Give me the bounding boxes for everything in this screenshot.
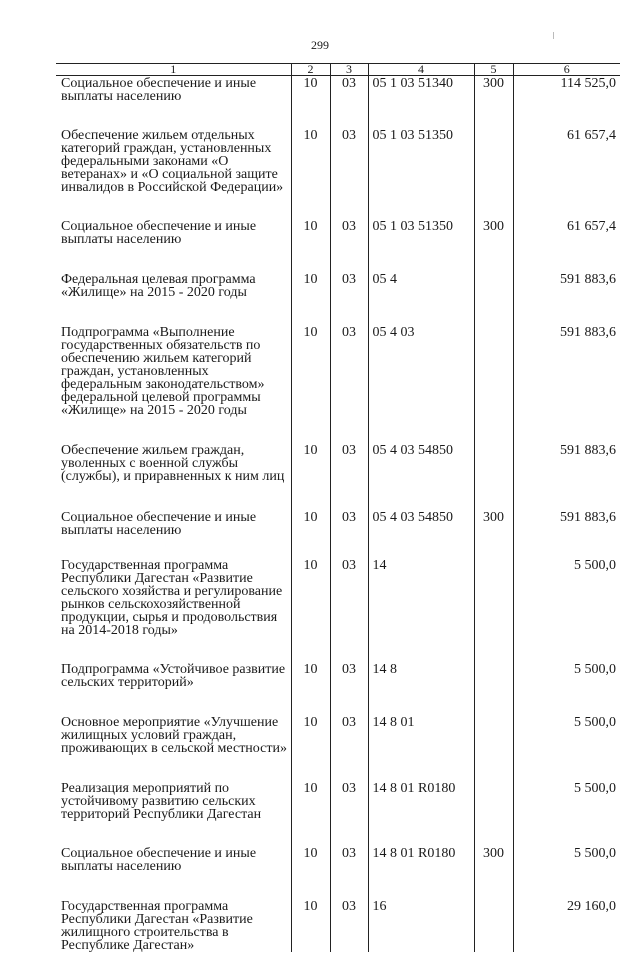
row-name: Основное мероприятие «Улучшение жилищных условий граждан, проживающих в сельской местности»	[61, 715, 287, 756]
spacer-cell	[291, 417, 330, 443]
table-row	[56, 76, 620, 104]
spacer-cell	[474, 637, 513, 662]
row-expense-type	[474, 899, 513, 952]
row-name: Государственная программа Республики Дагестан «Развитие сельского хозяйства и регулирование рынков сельскохозяйственной продукции, сырья и продовольствия на 2014-2018 годы»	[61, 558, 283, 638]
row-subsection: 03	[330, 325, 368, 417]
spacer-cell	[513, 417, 620, 443]
row-section: 10	[291, 510, 330, 537]
spacer-cell	[330, 103, 368, 128]
spacer-cell	[56, 483, 291, 510]
page-number: 299	[311, 38, 329, 52]
spacer-cell	[513, 755, 620, 781]
spacer-cell	[474, 246, 513, 272]
spacer-cell	[368, 483, 474, 510]
spacer-cell	[368, 873, 474, 899]
spacer-cell	[474, 689, 513, 715]
row-spacer	[56, 417, 620, 443]
row-subsection: 03	[330, 443, 368, 483]
spacer-cell	[474, 755, 513, 781]
row-amount: 591 883,6	[513, 443, 620, 483]
row-amount: 591 883,6	[513, 510, 620, 537]
spacer-cell	[330, 194, 368, 219]
row-name: Подпрограмма «Выполнение государственных обязательств по обеспечению жильем категорий граждан, установленных федеральным законодательством» федеральной целевой программы «Жилище» на 2015 - 2020 годы	[61, 325, 265, 418]
table-row	[56, 846, 620, 873]
row-section: 10	[291, 272, 330, 299]
spacer-cell	[368, 537, 474, 558]
table-row	[56, 272, 620, 299]
spacer-cell	[330, 246, 368, 272]
row-section: 10	[291, 325, 330, 417]
column-header: 4	[368, 64, 474, 76]
row-spacer	[56, 194, 620, 219]
row-amount: 61 657,4	[513, 219, 620, 246]
spacer-cell	[291, 637, 330, 662]
row-expense-type: 300	[474, 76, 513, 104]
spacer-cell	[291, 873, 330, 899]
row-target-article: 05 4 03 54850	[368, 510, 474, 537]
row-amount: 61 657,4	[513, 128, 620, 194]
row-name: Федеральная целевая программа «Жилище» на 2015 - 2020 годы	[61, 272, 256, 300]
row-spacer	[56, 637, 620, 662]
row-target-article: 05 4 03 54850	[368, 443, 474, 483]
table-row	[56, 899, 620, 952]
spacer-cell	[291, 299, 330, 325]
row-target-article: 14	[368, 558, 474, 637]
row-spacer	[56, 821, 620, 846]
spacer-cell	[291, 821, 330, 846]
row-spacer	[56, 873, 620, 899]
row-section: 10	[291, 558, 330, 637]
spacer-cell	[474, 299, 513, 325]
spacer-cell	[291, 483, 330, 510]
column-header: 1	[56, 64, 291, 76]
spacer-cell	[513, 689, 620, 715]
spacer-cell	[513, 821, 620, 846]
column-header: 6	[513, 64, 620, 76]
row-expense-type: 300	[474, 219, 513, 246]
row-spacer	[56, 755, 620, 781]
row-name: Обеспечение жильем отдельных категорий граждан, установленных федеральными законами «О ветеранах» и «О социальной защите инвалидов в Российской Федерации»	[61, 128, 284, 195]
row-amount: 114 525,0	[513, 76, 620, 104]
row-section: 10	[291, 443, 330, 483]
row-name: Социальное обеспечение и иные выплаты населению	[61, 846, 257, 874]
spacer-cell	[56, 637, 291, 662]
row-expense-type	[474, 558, 513, 637]
row-subsection: 03	[330, 272, 368, 299]
row-expense-type	[474, 128, 513, 194]
spacer-cell	[513, 194, 620, 219]
spacer-cell	[368, 637, 474, 662]
column-header: 5	[474, 64, 513, 76]
row-subsection: 03	[330, 76, 368, 104]
spacer-cell	[368, 194, 474, 219]
row-expense-type: 300	[474, 846, 513, 873]
row-section: 10	[291, 128, 330, 194]
spacer-cell	[474, 537, 513, 558]
spacer-cell	[291, 103, 330, 128]
spacer-cell	[368, 246, 474, 272]
spacer-cell	[474, 194, 513, 219]
row-spacer	[56, 103, 620, 128]
spacer-cell	[330, 821, 368, 846]
spacer-cell	[368, 299, 474, 325]
row-subsection: 03	[330, 558, 368, 637]
spacer-cell	[291, 755, 330, 781]
table-row	[56, 325, 620, 417]
row-target-article: 14 8 01 R0180	[368, 781, 474, 821]
spacer-cell	[56, 537, 291, 558]
row-spacer	[56, 537, 620, 558]
table-row	[56, 128, 620, 194]
table-body	[56, 76, 620, 953]
spacer-cell	[368, 821, 474, 846]
spacer-cell	[330, 689, 368, 715]
row-name: Подпрограмма «Устойчивое развитие сельских территорий»	[61, 662, 286, 690]
row-subsection: 03	[330, 846, 368, 873]
row-target-article: 05 1 03 51350	[368, 128, 474, 194]
spacer-cell	[330, 873, 368, 899]
spacer-cell	[56, 873, 291, 899]
spacer-cell	[474, 103, 513, 128]
spacer-cell	[513, 246, 620, 272]
spacer-cell	[291, 689, 330, 715]
row-expense-type	[474, 325, 513, 417]
spacer-cell	[474, 417, 513, 443]
budget-table	[56, 63, 620, 952]
row-target-article: 05 4	[368, 272, 474, 299]
spacer-cell	[368, 689, 474, 715]
spacer-cell	[513, 103, 620, 128]
row-section: 10	[291, 662, 330, 689]
table-row	[56, 558, 620, 637]
spacer-cell	[291, 194, 330, 219]
spacer-cell	[330, 299, 368, 325]
row-spacer	[56, 689, 620, 715]
row-name: Обеспечение жильем граждан, уволенных с военной службы (службы), и приравненных к ним лиц	[61, 443, 285, 484]
spacer-cell	[330, 637, 368, 662]
spacer-cell	[368, 417, 474, 443]
spacer-cell	[56, 689, 291, 715]
row-subsection: 03	[330, 715, 368, 755]
spacer-cell	[330, 755, 368, 781]
row-name: Реализация мероприятий по устойчивому развитию сельских территорий Республики Дагестан	[61, 781, 262, 822]
row-subsection: 03	[330, 662, 368, 689]
row-amount: 591 883,6	[513, 325, 620, 417]
row-amount: 5 500,0	[513, 662, 620, 689]
row-target-article: 05 1 03 51350	[368, 219, 474, 246]
spacer-cell	[330, 483, 368, 510]
spacer-cell	[368, 755, 474, 781]
row-amount: 5 500,0	[513, 715, 620, 755]
row-target-article: 14 8	[368, 662, 474, 689]
row-expense-type	[474, 443, 513, 483]
row-subsection: 03	[330, 128, 368, 194]
spacer-cell	[368, 103, 474, 128]
row-section: 10	[291, 219, 330, 246]
row-expense-type: 300	[474, 510, 513, 537]
row-target-article: 05 4 03	[368, 325, 474, 417]
table-row	[56, 715, 620, 755]
row-amount: 5 500,0	[513, 781, 620, 821]
spacer-cell	[330, 537, 368, 558]
row-amount: 29 160,0	[513, 899, 620, 952]
column-header: 2	[291, 64, 330, 76]
row-section: 10	[291, 715, 330, 755]
row-amount: 591 883,6	[513, 272, 620, 299]
row-subsection: 03	[330, 899, 368, 952]
table-row	[56, 219, 620, 246]
row-expense-type	[474, 272, 513, 299]
spacer-cell	[291, 246, 330, 272]
table-row	[56, 781, 620, 821]
spacer-cell	[56, 103, 291, 128]
spacer-cell	[330, 417, 368, 443]
spacer-cell	[56, 755, 291, 781]
row-section: 10	[291, 899, 330, 952]
spacer-cell	[513, 299, 620, 325]
row-target-article: 14 8 01	[368, 715, 474, 755]
header-row	[56, 64, 620, 76]
row-target-article: 05 1 03 51340	[368, 76, 474, 104]
spacer-cell	[513, 637, 620, 662]
row-subsection: 03	[330, 510, 368, 537]
table-row	[56, 443, 620, 483]
row-name: Социальное обеспечение и иные выплаты населению	[61, 76, 257, 104]
table-row	[56, 510, 620, 537]
row-name: Социальное обеспечение и иные выплаты населению	[61, 219, 257, 247]
spacer-cell	[56, 194, 291, 219]
spacer-cell	[56, 417, 291, 443]
row-subsection: 03	[330, 219, 368, 246]
spacer-cell	[56, 246, 291, 272]
row-name: Социальное обеспечение и иные выплаты населению	[61, 510, 257, 538]
table-row	[56, 662, 620, 689]
scan-mark	[553, 32, 554, 39]
row-section: 10	[291, 781, 330, 821]
spacer-cell	[56, 821, 291, 846]
row-subsection: 03	[330, 781, 368, 821]
spacer-cell	[513, 873, 620, 899]
row-amount: 5 500,0	[513, 558, 620, 637]
spacer-cell	[56, 299, 291, 325]
row-spacer	[56, 246, 620, 272]
row-expense-type	[474, 662, 513, 689]
spacer-cell	[474, 821, 513, 846]
row-spacer	[56, 483, 620, 510]
row-target-article: 14 8 01 R0180	[368, 846, 474, 873]
row-name: Государственная программа Республики Дагестан «Развитие жилищного строительства в Республике Дагестан»	[61, 899, 253, 953]
row-spacer	[56, 299, 620, 325]
row-expense-type	[474, 715, 513, 755]
spacer-cell	[513, 537, 620, 558]
row-expense-type	[474, 781, 513, 821]
row-section: 10	[291, 76, 330, 104]
spacer-cell	[291, 537, 330, 558]
spacer-cell	[474, 483, 513, 510]
column-header: 3	[330, 64, 368, 76]
row-section: 10	[291, 846, 330, 873]
row-amount: 5 500,0	[513, 846, 620, 873]
spacer-cell	[474, 873, 513, 899]
row-target-article: 16	[368, 899, 474, 952]
spacer-cell	[513, 483, 620, 510]
